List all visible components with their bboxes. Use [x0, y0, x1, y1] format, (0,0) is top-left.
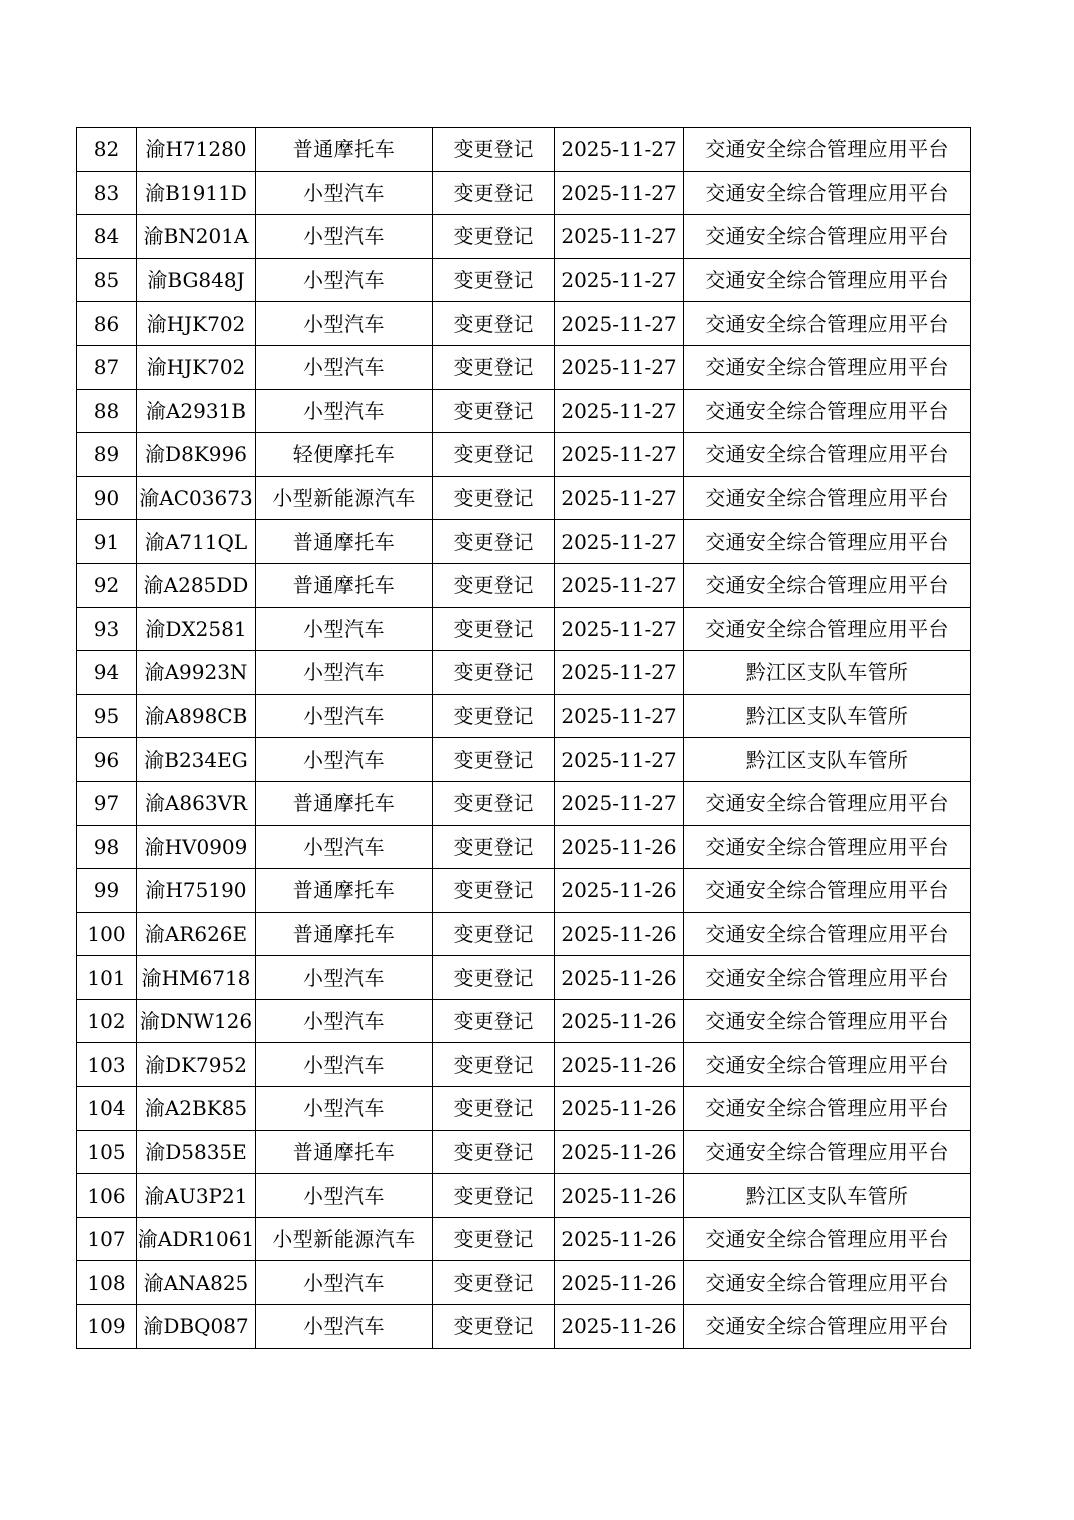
plate-number-cell: 渝A9923N	[137, 651, 256, 695]
table-row	[77, 1261, 971, 1305]
vehicle-type-cell: 小型汽车	[256, 694, 433, 738]
date-cell: 2025-11-26	[555, 999, 684, 1043]
date-cell: 2025-11-26	[555, 1261, 684, 1305]
table-row	[77, 302, 971, 346]
table-row	[77, 825, 971, 869]
handling-agency-cell: 交通安全综合管理应用平台	[684, 476, 971, 520]
handling-agency-cell: 交通安全综合管理应用平台	[684, 956, 971, 1000]
plate-number-cell: 渝HJK702	[137, 302, 256, 346]
date-cell: 2025-11-27	[555, 738, 684, 782]
date-cell: 2025-11-27	[555, 345, 684, 389]
row-number-cell: 89	[77, 433, 137, 477]
business-type-cell: 变更登记	[433, 912, 555, 956]
vehicle-type-cell: 普通摩托车	[256, 563, 433, 607]
plate-number-cell: 渝D8K996	[137, 433, 256, 477]
table-row	[77, 128, 971, 172]
handling-agency-cell: 黔江区支队车管所	[684, 1174, 971, 1218]
vehicle-type-cell: 小型汽车	[256, 389, 433, 433]
date-cell: 2025-11-27	[555, 694, 684, 738]
row-number-cell: 86	[77, 302, 137, 346]
business-type-cell: 变更登记	[433, 433, 555, 477]
handling-agency-cell: 交通安全综合管理应用平台	[684, 825, 971, 869]
business-type-cell: 变更登记	[433, 956, 555, 1000]
table-row	[77, 694, 971, 738]
business-type-cell: 变更登记	[433, 258, 555, 302]
business-type-cell: 变更登记	[433, 869, 555, 913]
date-cell: 2025-11-27	[555, 389, 684, 433]
plate-number-cell: 渝DNW126	[137, 999, 256, 1043]
table-row	[77, 520, 971, 564]
handling-agency-cell: 交通安全综合管理应用平台	[684, 1217, 971, 1261]
vehicle-type-cell: 小型汽车	[256, 999, 433, 1043]
business-type-cell: 变更登记	[433, 345, 555, 389]
vehicle-type-cell: 小型汽车	[256, 302, 433, 346]
date-cell: 2025-11-26	[555, 1174, 684, 1218]
date-cell: 2025-11-27	[555, 563, 684, 607]
business-type-cell: 变更登记	[433, 781, 555, 825]
plate-number-cell: 渝HM6718	[137, 956, 256, 1000]
business-type-cell: 变更登记	[433, 215, 555, 259]
plate-number-cell: 渝B1911D	[137, 171, 256, 215]
business-type-cell: 变更登记	[433, 1087, 555, 1131]
business-type-cell: 变更登记	[433, 563, 555, 607]
row-number-cell: 95	[77, 694, 137, 738]
row-number-cell: 102	[77, 999, 137, 1043]
row-number-cell: 90	[77, 476, 137, 520]
plate-number-cell: 渝DK7952	[137, 1043, 256, 1087]
handling-agency-cell: 交通安全综合管理应用平台	[684, 1305, 971, 1349]
plate-number-cell: 渝AU3P21	[137, 1174, 256, 1218]
plate-number-cell: 渝B234EG	[137, 738, 256, 782]
plate-number-cell: 渝BG848J	[137, 258, 256, 302]
handling-agency-cell: 交通安全综合管理应用平台	[684, 1087, 971, 1131]
row-number-cell: 82	[77, 128, 137, 172]
registration-table	[76, 127, 971, 1349]
row-number-cell: 107	[77, 1217, 137, 1261]
row-number-cell: 84	[77, 215, 137, 259]
table-row	[77, 651, 971, 695]
date-cell: 2025-11-26	[555, 1130, 684, 1174]
date-cell: 2025-11-26	[555, 1217, 684, 1261]
date-cell: 2025-11-26	[555, 1305, 684, 1349]
vehicle-type-cell: 小型汽车	[256, 651, 433, 695]
handling-agency-cell: 黔江区支队车管所	[684, 738, 971, 782]
handling-agency-cell: 交通安全综合管理应用平台	[684, 1130, 971, 1174]
plate-number-cell: 渝DX2581	[137, 607, 256, 651]
table-row	[77, 869, 971, 913]
vehicle-type-cell: 小型新能源汽车	[256, 476, 433, 520]
row-number-cell: 91	[77, 520, 137, 564]
table-row	[77, 171, 971, 215]
business-type-cell: 变更登记	[433, 1130, 555, 1174]
row-number-cell: 92	[77, 563, 137, 607]
row-number-cell: 88	[77, 389, 137, 433]
vehicle-type-cell: 普通摩托车	[256, 781, 433, 825]
vehicle-type-cell: 小型汽车	[256, 258, 433, 302]
date-cell: 2025-11-27	[555, 651, 684, 695]
plate-number-cell: 渝DBQ087	[137, 1305, 256, 1349]
plate-number-cell: 渝A898CB	[137, 694, 256, 738]
business-type-cell: 变更登记	[433, 128, 555, 172]
row-number-cell: 98	[77, 825, 137, 869]
row-number-cell: 103	[77, 1043, 137, 1087]
row-number-cell: 93	[77, 607, 137, 651]
business-type-cell: 变更登记	[433, 1305, 555, 1349]
vehicle-type-cell: 普通摩托车	[256, 912, 433, 956]
date-cell: 2025-11-27	[555, 607, 684, 651]
plate-number-cell: 渝BN201A	[137, 215, 256, 259]
table-row	[77, 563, 971, 607]
plate-number-cell: 渝A2931B	[137, 389, 256, 433]
business-type-cell: 变更登记	[433, 651, 555, 695]
date-cell: 2025-11-27	[555, 781, 684, 825]
row-number-cell: 101	[77, 956, 137, 1000]
table-row	[77, 1043, 971, 1087]
vehicle-type-cell: 小型汽车	[256, 1305, 433, 1349]
vehicle-type-cell: 小型汽车	[256, 215, 433, 259]
plate-number-cell: 渝A2BK85	[137, 1087, 256, 1131]
vehicle-type-cell: 小型汽车	[256, 1174, 433, 1218]
date-cell: 2025-11-27	[555, 433, 684, 477]
vehicle-type-cell: 轻便摩托车	[256, 433, 433, 477]
plate-number-cell: 渝AC03673	[137, 476, 256, 520]
row-number-cell: 109	[77, 1305, 137, 1349]
business-type-cell: 变更登记	[433, 825, 555, 869]
row-number-cell: 100	[77, 912, 137, 956]
vehicle-type-cell: 小型汽车	[256, 1087, 433, 1131]
vehicle-type-cell: 小型汽车	[256, 171, 433, 215]
table-row	[77, 476, 971, 520]
handling-agency-cell: 交通安全综合管理应用平台	[684, 215, 971, 259]
table-row	[77, 1217, 971, 1261]
row-number-cell: 99	[77, 869, 137, 913]
handling-agency-cell: 交通安全综合管理应用平台	[684, 1043, 971, 1087]
date-cell: 2025-11-26	[555, 956, 684, 1000]
handling-agency-cell: 交通安全综合管理应用平台	[684, 607, 971, 651]
handling-agency-cell: 交通安全综合管理应用平台	[684, 999, 971, 1043]
vehicle-type-cell: 小型汽车	[256, 738, 433, 782]
vehicle-type-cell: 小型汽车	[256, 825, 433, 869]
table-row	[77, 258, 971, 302]
vehicle-type-cell: 普通摩托车	[256, 520, 433, 564]
handling-agency-cell: 交通安全综合管理应用平台	[684, 258, 971, 302]
table-body	[77, 128, 971, 1349]
table-row	[77, 912, 971, 956]
plate-number-cell: 渝H71280	[137, 128, 256, 172]
table-row	[77, 781, 971, 825]
handling-agency-cell: 黔江区支队车管所	[684, 651, 971, 695]
vehicle-type-cell: 小型汽车	[256, 956, 433, 1000]
handling-agency-cell: 交通安全综合管理应用平台	[684, 128, 971, 172]
row-number-cell: 104	[77, 1087, 137, 1131]
row-number-cell: 97	[77, 781, 137, 825]
date-cell: 2025-11-27	[555, 215, 684, 259]
row-number-cell: 87	[77, 345, 137, 389]
handling-agency-cell: 交通安全综合管理应用平台	[684, 1261, 971, 1305]
vehicle-type-cell: 普通摩托车	[256, 869, 433, 913]
plate-number-cell: 渝A285DD	[137, 563, 256, 607]
table-row	[77, 215, 971, 259]
business-type-cell: 变更登记	[433, 607, 555, 651]
table-row	[77, 999, 971, 1043]
row-number-cell: 83	[77, 171, 137, 215]
handling-agency-cell: 黔江区支队车管所	[684, 694, 971, 738]
handling-agency-cell: 交通安全综合管理应用平台	[684, 302, 971, 346]
vehicle-type-cell: 普通摩托车	[256, 128, 433, 172]
handling-agency-cell: 交通安全综合管理应用平台	[684, 869, 971, 913]
date-cell: 2025-11-27	[555, 476, 684, 520]
handling-agency-cell: 交通安全综合管理应用平台	[684, 345, 971, 389]
date-cell: 2025-11-26	[555, 1043, 684, 1087]
date-cell: 2025-11-27	[555, 520, 684, 564]
handling-agency-cell: 交通安全综合管理应用平台	[684, 389, 971, 433]
table-row	[77, 738, 971, 782]
business-type-cell: 变更登记	[433, 1217, 555, 1261]
date-cell: 2025-11-27	[555, 171, 684, 215]
vehicle-type-cell: 小型汽车	[256, 345, 433, 389]
handling-agency-cell: 交通安全综合管理应用平台	[684, 433, 971, 477]
plate-number-cell: 渝ADR1061	[137, 1217, 256, 1261]
row-number-cell: 106	[77, 1174, 137, 1218]
plate-number-cell: 渝A863VR	[137, 781, 256, 825]
vehicle-type-cell: 小型汽车	[256, 1043, 433, 1087]
row-number-cell: 96	[77, 738, 137, 782]
table-row	[77, 1174, 971, 1218]
plate-number-cell: 渝D5835E	[137, 1130, 256, 1174]
business-type-cell: 变更登记	[433, 171, 555, 215]
row-number-cell: 108	[77, 1261, 137, 1305]
business-type-cell: 变更登记	[433, 694, 555, 738]
business-type-cell: 变更登记	[433, 738, 555, 782]
business-type-cell: 变更登记	[433, 389, 555, 433]
plate-number-cell: 渝A711QL	[137, 520, 256, 564]
table-row	[77, 433, 971, 477]
business-type-cell: 变更登记	[433, 1043, 555, 1087]
plate-number-cell: 渝AR626E	[137, 912, 256, 956]
table-row	[77, 345, 971, 389]
plate-number-cell: 渝HV0909	[137, 825, 256, 869]
handling-agency-cell: 交通安全综合管理应用平台	[684, 520, 971, 564]
row-number-cell: 94	[77, 651, 137, 695]
business-type-cell: 变更登记	[433, 1261, 555, 1305]
plate-number-cell: 渝H75190	[137, 869, 256, 913]
handling-agency-cell: 交通安全综合管理应用平台	[684, 912, 971, 956]
date-cell: 2025-11-27	[555, 302, 684, 346]
business-type-cell: 变更登记	[433, 999, 555, 1043]
table-row	[77, 1087, 971, 1131]
table-row	[77, 389, 971, 433]
table-row	[77, 1130, 971, 1174]
date-cell: 2025-11-27	[555, 128, 684, 172]
row-number-cell: 105	[77, 1130, 137, 1174]
date-cell: 2025-11-26	[555, 1087, 684, 1131]
business-type-cell: 变更登记	[433, 520, 555, 564]
business-type-cell: 变更登记	[433, 476, 555, 520]
date-cell: 2025-11-26	[555, 869, 684, 913]
plate-number-cell: 渝HJK702	[137, 345, 256, 389]
vehicle-type-cell: 小型汽车	[256, 1261, 433, 1305]
handling-agency-cell: 交通安全综合管理应用平台	[684, 563, 971, 607]
handling-agency-cell: 交通安全综合管理应用平台	[684, 171, 971, 215]
date-cell: 2025-11-26	[555, 912, 684, 956]
vehicle-type-cell: 小型新能源汽车	[256, 1217, 433, 1261]
business-type-cell: 变更登记	[433, 302, 555, 346]
table-row	[77, 956, 971, 1000]
handling-agency-cell: 交通安全综合管理应用平台	[684, 781, 971, 825]
plate-number-cell: 渝ANA825	[137, 1261, 256, 1305]
business-type-cell: 变更登记	[433, 1174, 555, 1218]
vehicle-type-cell: 小型汽车	[256, 607, 433, 651]
vehicle-type-cell: 普通摩托车	[256, 1130, 433, 1174]
table-row	[77, 607, 971, 651]
date-cell: 2025-11-27	[555, 258, 684, 302]
date-cell: 2025-11-26	[555, 825, 684, 869]
row-number-cell: 85	[77, 258, 137, 302]
table-row	[77, 1305, 971, 1349]
